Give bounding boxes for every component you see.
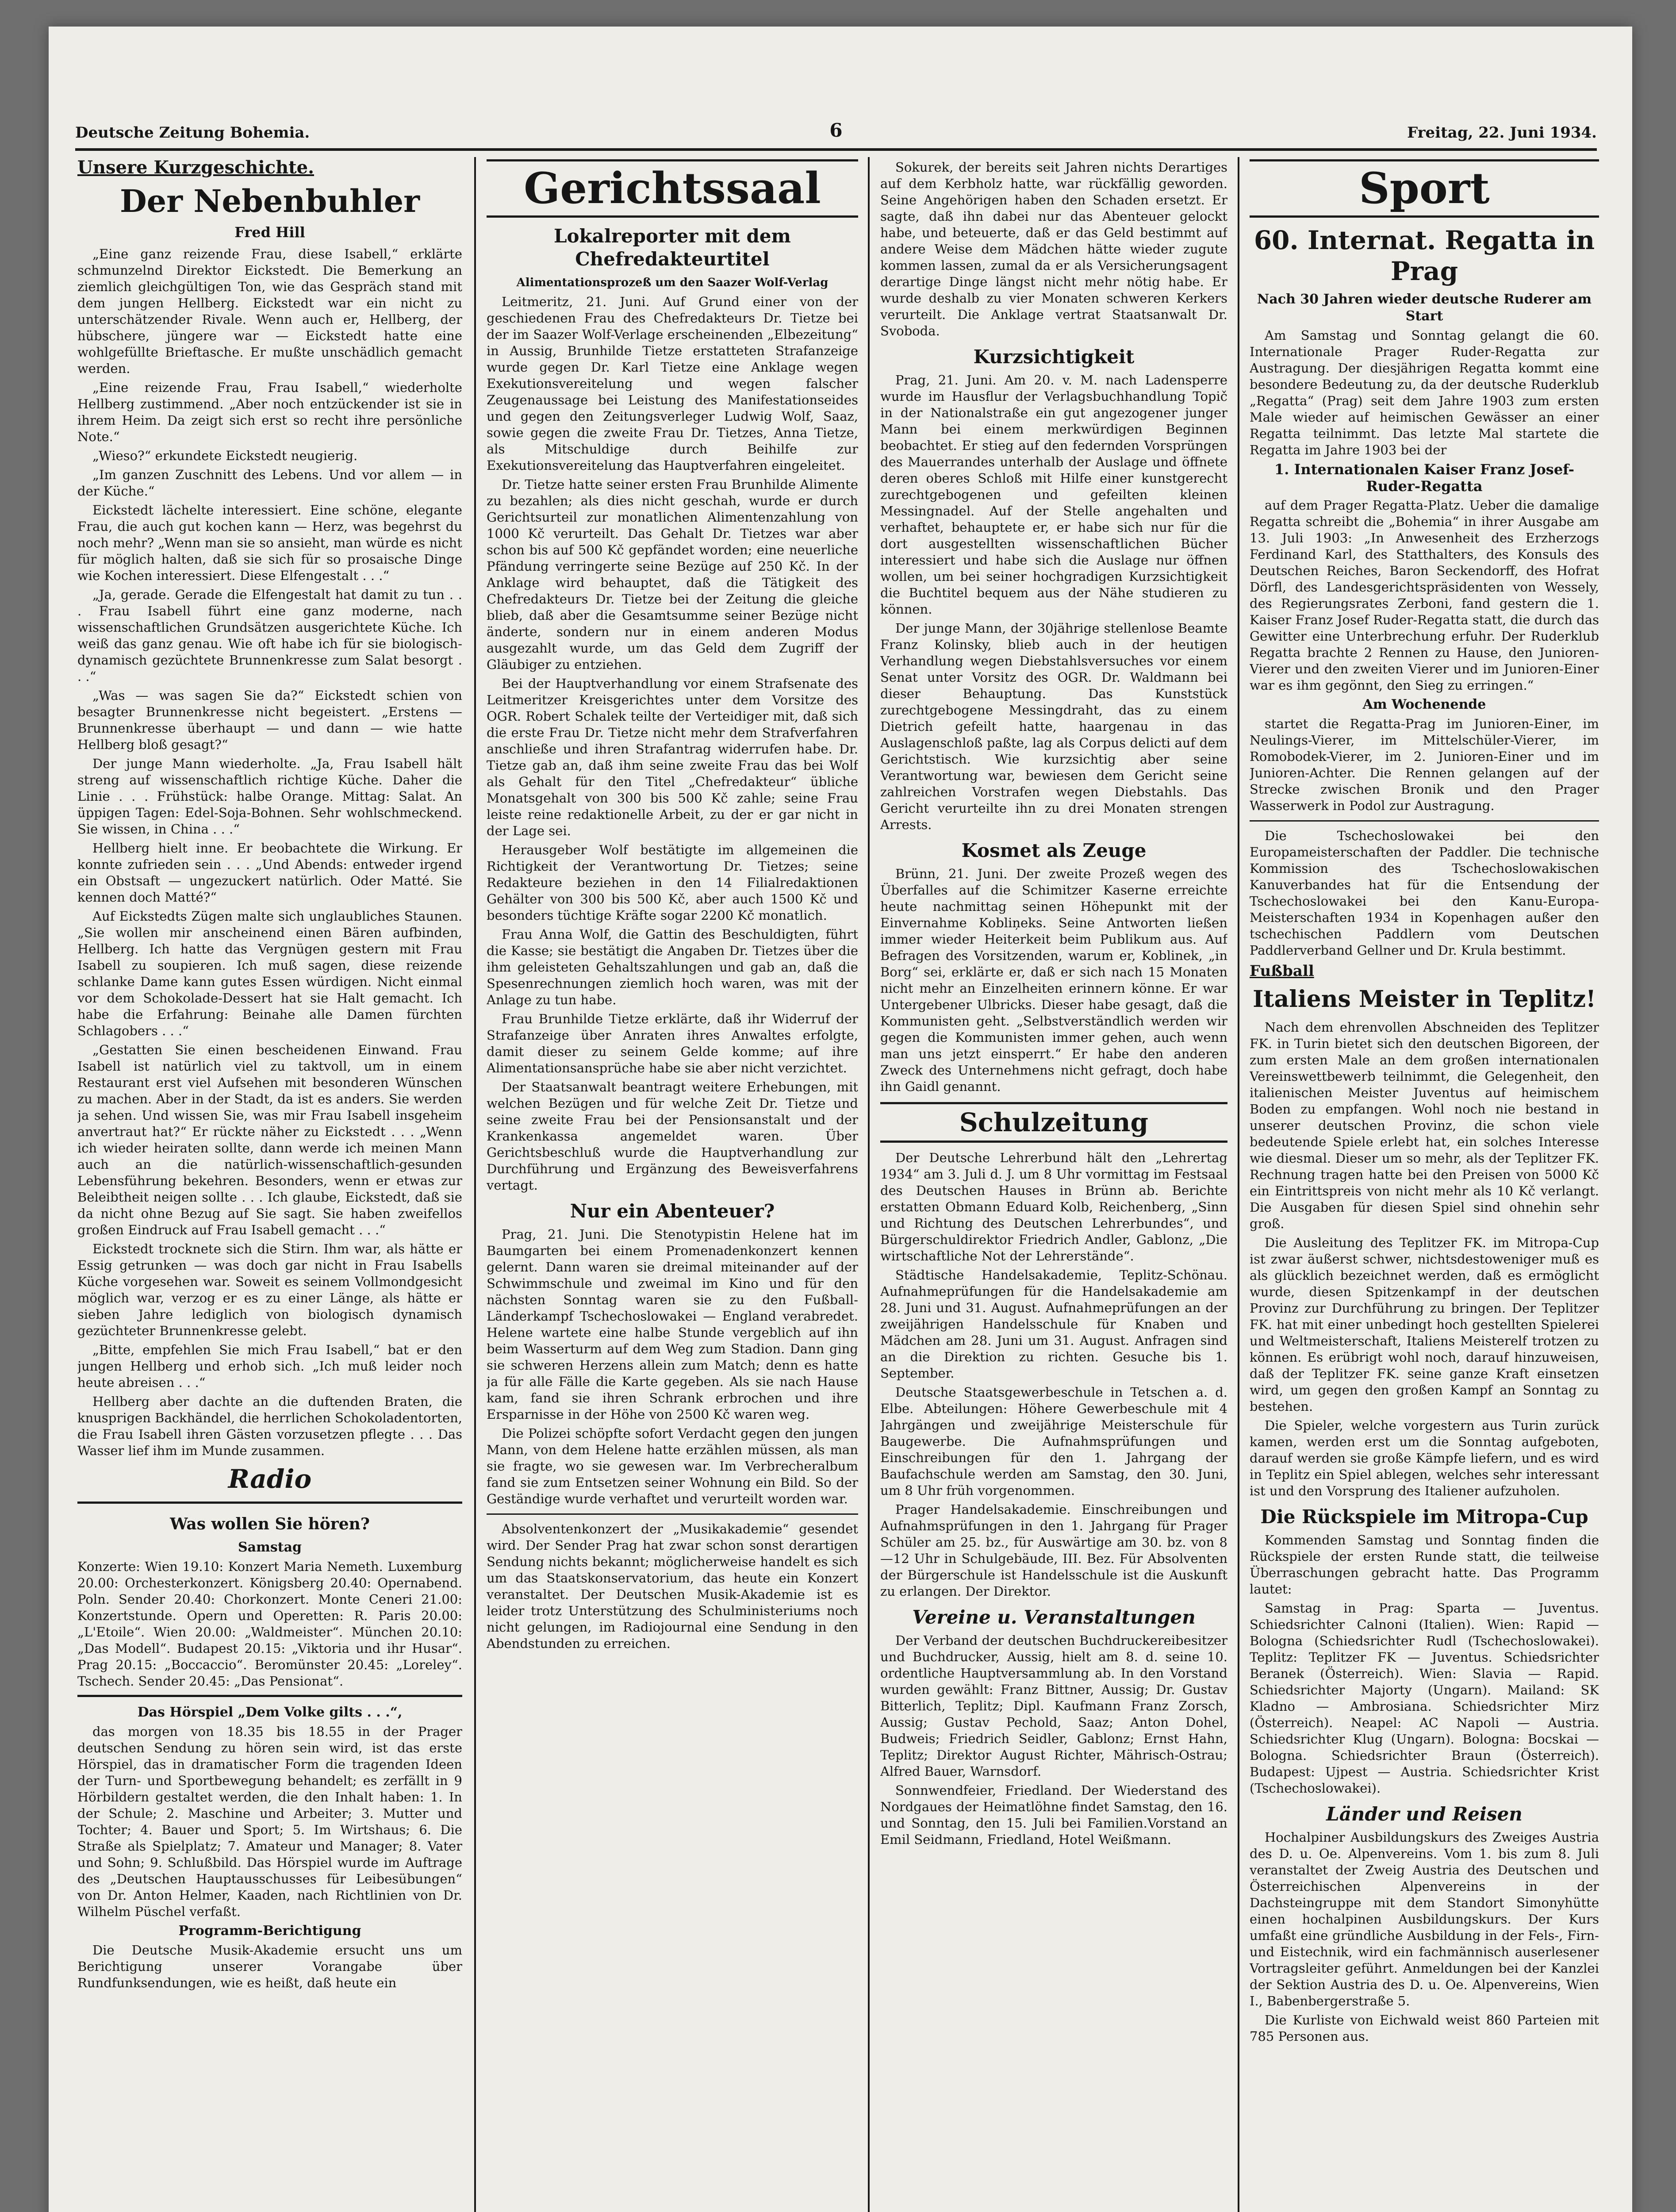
story-paragraph: Hellberg aber dachte an die duftenden Braten, die knusprigen Backhändel, die herrlichen Schokoladentorten, die Frau Isabell ihren Gästen vorzusetzen pflegte . . . Das Wasser lief ihm im Munde zusammen. [77,1394,462,1458]
article-paragraph: Samstag in Prag: Sparta — Juventus. Schiedsrichter Calnoni (Italien). Wien: Rapid — Bologna (Schiedsrichter Rudl (Tschechoslowakei). Teplitz: Teplitzer FK — Juventus. Schiedsrichter Beranek (Österreich). Wien: Slavia — Rapid. Schiedsrichter Majorty (Ungarn). Mailand: SK Kladno — Ambrosiana. Schiedsrichter Mirz (Österreich). Neapel: AC Napoli — Austria. Schiedsrichter Klug (Ungarn). Bologna: Bocskai — Bologna. Schiedsrichter Braun (Österreich). Budapest: Ujpest — Austria. Schiedsrichter Krist (Tschechoslowakei). [1250,1601,1599,1796]
article-paragraph: Die Kurliste von Eichwald weist 860 Parteien mit 785 Personen aus. [1250,2012,1599,2044]
events-heading: Vereine u. Veranstaltungen [912,1606,1196,1628]
article-paragraph: Leitmeritz, 21. Juni. Auf Grund einer von der geschiedenen Frau des Chefredakteurs Dr. Tietze bei der im Saazer Wolf-Verlage erscheinenden „Elbezeitung“ in Aussig, Brunhilde Tietze erstatteten Strafanzeige wurde gegen Dr. Karl Tietze eine Anklage wegen Exekutionsvereitelung und wegen falscher Zeugenaussage bei Leistung des Manifestationseides und gegen den Zeitungsverleger Ludwig Wolf, Saaz, sowie gegen die zweite Frau Dr. Tietzes, Anna Tietze, als Mitschuldige durch Beihilfe zur Exekutionsvereitelung das Hauptverfahren eingeleitet. [487,294,858,473]
radio-box-title: Was wollen Sie hören? [170,1515,370,1533]
column-rule-1 [474,157,476,2212]
story-author: Fred Hill [234,224,305,241]
radio-day: Samstag [238,1540,302,1555]
section-kicker: Unsere Kurzgeschichte. [77,159,314,178]
story-title: Der Nebenbuhler [119,183,420,219]
story-paragraph: „Im ganzen Zuschnitt des Lebens. Und vor allem — in der Küche.“ [77,467,462,499]
story-paragraph: „Eine ganz reizende Frau, diese Isabell,“ erklärte schmunzelnd Direktor Eickstedt. Die Bemerkung an ziemlich gleichgültigen Ton, wie das Gespräch stand mit dem jungen Hellberg. Eickstedt war ein nicht zu unterschätzender Rivale. Wenn auch er, Hellberg, der hübschere, jüngere war — Eickstedt hatte eine wohlgefüllte Brieftasche. Er mußte unschädlich gemacht werden. [77,246,462,376]
article-paragraph: Absolventenkonzert der „Musikakademie“ gesendet wird. Der Sender Prag hat zwar schon sonst derartigen Sendung nichts bekannt; möglicherweise handelt es sich um das Staatskonservatorium, das heute ein Konzert veranstaltet. Der Deutschen Musik-Akademie ist es leider trotz Unterstützung des Schulministeriums noch nicht gelungen, im Radiojournal eine Sendung in den Abendstunden zu erreichen. [487,1521,858,1651]
article-title-4: Länder und Reisen [1326,1803,1523,1825]
article-paragraph: Der Staatsanwalt beantragt weitere Erhebungen, mit welchen Bezügen und für welche Zeit Dr. Tietze und seine zweite Frau bei der Pensionsanstalt und der Krankenkassa angemeldet waren. Über Gerichtsbeschluß wurde die Hauptverhandlung zur Durchführung und Ergänzung des Beweisverfahrens vertagt. [487,1079,858,1193]
masthead [75,119,1597,146]
separator [1250,820,1599,822]
article-paragraph: Frau Anna Wolf, die Gattin des Beschuldigten, führt die Kasse; sie bestätigt die Angaben Dr. Tietzes über die ihm geleisteten Gehaltszahlungen und gab an, daß die Spesenrechnungen ziemlich hoch waren, was mit der Anlage zu tun habe. [487,927,858,1007]
story-paragraph: „Wieso?“ erkundete Eickstedt neugierig. [92,448,358,463]
column-court-continued [880,159,1227,2212]
story-paragraph: Eickstedt lächelte interessiert. Eine schöne, elegante Frau, die auch gut kochen kann — Herz, was begehrst du noch mehr? „Wenn man sie so ansieht, man würde es nicht für möglich halten, daß sie sich für so prosaische Dinge wie Kochen interessiert. Diese Elfengestalt . . .“ [77,503,462,583]
story-paragraph: Der junge Mann wiederholte. „Ja, Frau Isabell hält streng auf wissenschaftlich richtige Küche. Daher die Linie . . . Frühstück: halbe Orange. Mittag: Salat. An üppigen Tagen: Edel-Soja-Bohnen. Sehr wohlschmeckend. Sie wissen, in China . . .“ [77,756,462,837]
article-paragraph: Herausgeber Wolf bestätigte im allgemeinen die Richtigkeit der Verantwortung Dr. Tietzes; seine Redakteure beziehen in den 14 Filialredaktionen Gehälter von 300 bis 500 Kč, aber auch 1500 Kč und besonders tüchtige Kräfte sogar 2200 Kč monatlich. [487,842,858,923]
story-paragraph: „Gestatten Sie einen bescheidenen Einwand. Frau Isabell ist natürlich viel zu taktvoll, um in einem Restaurant erst viel Aufsehen mit besonderen Wünschen zu machen. Aber in der Stadt, da ist es anders. Sie werden ja sehen. Und wissen Sie, was mir Frau Isabell insgeheim anvertraut hat?“ Er rückte näher zu Eickstedt . . . „Wenn ich wieder heiraten sollte, dann werde ich meinen Mann auch an die natürlich-wissenschaftlich-gesunden Lebensführung bekehren. Besonders, wenn er etwas zur Beleibtheit neigen sollte . . . Ich glaube, Eickstedt, daß sie da nicht ohne Bezug auf Sie sagt. Sie haben zweifellos großen Eindruck auf Frau Isabell gemacht . . .“ [77,1042,462,1237]
column-rule-2 [868,157,870,2212]
story-paragraph: „Ja, gerade. Gerade die Elfengestalt hat damit zu tun . . . Frau Isabell führt eine ganz moderne, nach wissenschaftlichen Grundsätzen ausgerichtete Küche. Ich weiß das ganz genau. Wie oft habe ich für sie biologisch-dynamisch gezüchtete Brunnenkresse zum Salat besorgt . . .“ [77,587,462,684]
school-paragraph: Der Deutsche Lehrerbund hält den „Lehrertag 1934“ am 3. Juli d. J. um 8 Uhr vormittag im Festsaal des Deutschen Hauses in Brünn ab. Berichte erstatten Obmann Eduard Kolb, Reichenberg, „Sinn und Richtung des Deutschen Lehrerbundes“, und Bürgerschuldirektor Friedrich Andler, Gablonz, „Die wirtschaftliche Not der Lehrerstände“. [880,1150,1227,1263]
events-paragraph: Der Verband der deutschen Buchdruckereibesitzer und Buchdrucker, Aussig, hielt am 8. d. seine 10. ordentliche Hauptversammlung ab. In den Vorstand wurden gewählt: Franz Bittner, Aussig; Dr. Gustav Bitterlich, Teplitz; Dipl. Kaufmann Franz Zorsch, Aussig; Gustav Pechold, Saaz; Anton Dohel, Budweis; Friedrich Seidler, Gablonz; Ernst Hahn, Teplitz; Direktor August Richter, Mährisch-Ostrau; Alfred Bauer, Warnsdorf. [880,1633,1227,1779]
article-paragraph: auf dem Prager Regatta-Platz. Ueber die damalige Regatta schreibt die „Bohemia“ in ihrer Ausgabe am 13. Juli 1903: „In Anwesenheit des Erzherzogs Ferdinand Karl, des Statthalters, des Konsuls des Deutschen Reiches, Baron Seckendorff, des Hofrat Dörfl, des Landesgerichtspräsidenten von Wessely, des Regierungsrates Zerboni, fand gestern die 1. Kaiser Franz Josef Ruder-Regatta statt, die durch das Gewitter eine Unterbrechung erfuhr. Der Ruderklub Regatta brachte 2 Rennen zu Hause, den Junioren-Vierer und den zweiten Vierer und im Junioren-Einer war es ihm gegönnt, den Sieg zu erringen.“ [1250,498,1599,693]
radio-paragraph-2: Die Deutsche Musik-Akademie ersucht uns um Berichtigung unserer Vorangabe über Rundfunksendungen, wie es heißt, daß heute ein [77,1943,462,1990]
article-paragraph: Kommenden Samstag und Sonntag finden die Rückspiele der ersten Runde statt, die teilweise Überraschungen gebracht hatte. Das Programm lautet: [1250,1532,1599,1597]
column-sport [1250,159,1599,2212]
masthead-rule [75,148,1597,151]
radio-heading: Radio [228,1464,312,1494]
section-box-sport [1250,159,1599,218]
article-paragraph: startet die Regatta-Prag im Junioren-Einer, im Neulings-Vierer, im Mittelschüler-Vierer, im Romobodek-Vierer, im 2. Junioren-Einer und im Junioren-Achter. Die Rennen gelangen auf der Strecke zwischen Bronik und den Prager Wasserwerk in Podol zur Austragung. [1250,716,1599,813]
column-rule-3 [1238,157,1239,2212]
paper-name: Deutsche Zeitung Bohemia. [75,124,310,142]
article-paragraph: Dr. Tietze hatte seiner ersten Frau Brunhilde Alimente zu bezahlen; als dies nicht geschah, wurde er durch Gerichtsurteil zur monatlichen Alimentenzahlung von 1000 Kč verurteilt. Das Gehalt Dr. Tietzes war aber schon bis auf 500 Kč gepfändet worden; eine neuerliche Pfändung verringerte seine Bezüge auf 250 Kč. In der Anklage wird behauptet, daß die Tätigkeit des Chefredakteurs Dr. Tietze bei der Zeitung die gleiche blieb, daß aber die Gesamtsumme seiner Bezüge nicht änderte, sondern nur in einem anderen Modus ausgezahlt wurde, um das Geld dem Zugriff der Gläubiger zu entziehen. [487,477,858,672]
article-title-3: Die Rückspiele im Mitropa-Cup [1260,1506,1588,1528]
article-title: 60. Internat. Regatta in Prag [1254,225,1595,286]
radio-paragraph: das morgen von 18.35 bis 18.55 in der Prager deutschen Sendung zu hören sein wird, ist das erste Hörspiel, das in dramatischer Form die tragenden Ideen der Turn- und Sportbewegung behandelt; es zerfällt in 9 Hörbildern gestaltet werden, die den Inhalt haben: 1. In der Schule; 2. Maschine und Arbeiter; 3. Mutter und Tochter; 4. Bauer und Sport; 5. Im Wirtshaus; 6. Die Straße als Spielplatz; 7. Amateur und Manager; 8. Vater und Sohn; 9. Schlußbild. Das Hörspiel wurde im Auftrage des „Deutschen Hauptausschusses für Leibesübungen“ von Dr. Anton Helmer, Kaaden, nach Richtlinien von Dr. Wilhelm Püschel verfaßt. [77,1724,462,1919]
radio-subheading-2: Programm-Berichtigung [178,1923,361,1939]
school-paragraph: Prager Handelsakademie. Einschreibungen und Aufnahmsprüfungen in den 1. Jahrgang für Prager Schüler am 25. bz., für Auswärtige am 30. bz. von 8—12 Uhr in Schulgebäude, III. Bez. Für Absolventen der Bürgerschule ist Handelsschule ist die Auskunft zu erlangen. Der Direktor. [880,1502,1227,1599]
school-paragraph: Städtische Handelsakademie, Teplitz-Schönau. Aufnahmeprüfungen für die Handelsakademie am 28. Juni und 31. August. Aufnahmeprüfungen an der zweijährigen Handelsschule für Knaben und Mädchen am 28. Juni um 31. August. Anfragen sind an die Direktion zu richten. Gesuche bis 1. September. [880,1267,1227,1381]
article-title-2: Italiens Meister in Teplitz! [1253,986,1596,1013]
events-paragraph: Sonnwendfeier, Friedland. Der Wiederstand des Nordgaues der Heimatlöhne findet Samstag, den 16. und Sonntag, den 15. Juli bei Familien.Vorstand an Emil Seidmann, Friedland, Hotel Weißmann. [880,1783,1227,1847]
issue-date: Freitag, 22. Juni 1934. [1407,124,1597,142]
story-paragraph: „Bitte, empfehlen Sie mich Frau Isabell,“ bat er den jungen Hellberg und erhob sich. „Ich muß leider noch heute abreisen . . .“ [77,1342,462,1390]
article-paragraph: Die Spieler, welche vorgestern aus Turin zurück kamen, werden erst um die Sonntag aufgeboten, darauf werden sie große Kämpfe liefern, und es wird in Teplitz ein Spiel ablegen, welches sehr interessant ist und den Vorsprung des Italiener aufzuholen. [1250,1418,1599,1498]
separator [487,1513,858,1515]
article-paragraph: Die Ausleitung des Teplitzer FK. im Mitropa-Cup ist zwar äußerst schwer, nichtsdestoweniger muß es als glücklich bezeichnet werden, daß es ermöglicht wurde, diesen Spitzenkampf in der deutschen Provinz zur Durchführung zu bringen. Der Teplitzer FK. hat mit einer unbedingt hoch gestellten Spielerei und Weltmeisterschaft, Italiens Meisterelf trotzen zu können. Es erübrigt wohl noch, darauf hinzuweisen, daß der Teplitzer FK. seine ganze Kraft einsetzen wird, um gegen den großen Kampf an Sonntag zu bestehen. [1250,1235,1599,1414]
section-box [487,159,858,218]
radio-subheading: Das Hörspiel „Dem Volke gilts . . .“, [137,1705,403,1720]
article-paragraph: Der junge Mann, der 30jährige stellenlose Beamte Franz Kolinsky, blieb auch in der heutigen Verhandlung wegen Diebstahlsversuches vor einem Senat unter Vorsitz des OGR. Dr. Waldmann bei dieser Behauptung. Das Kunststück zurechtgebogene Messingdraht, das zu einem Dietrich gefeilt hatte, haargenau in das Auslagenschloß paßte, lag als Corpus delicti auf dem Gerichtstisch. Wie kurzsichtig aber seine Verantwortung war, bewiesen dem Gericht seine zahlreichen Vorstrafen wegen Diebstahls. Das Gericht verurteilte ihn zu drei Monaten strengen Arrests. [880,621,1227,832]
story-paragraph: Auf Eickstedts Zügen malte sich unglaubliches Staunen. „Sie wollen mir anscheinend einen Bären aufbinden, Hellberg. Ich hatte das Vergnügen gestern mit Frau Isabell zu soupieren. Ich muß sagen, diese reizende schlanke Dame kann gutes Essen würdigen. Nicht einmal vor dem Schokolade-Dessert hat sie Halt gemacht. Ich habe die Erfahrung: Beinahe alle Damen fürchten Schlagobers . . .“ [77,909,462,1038]
article-title: Kurzsichtigkeit [973,346,1135,368]
story-paragraph: „Was — was sagen Sie da?“ Eickstedt schien von besagter Brunnenkresse nicht begeistert. „Erstens — Brunnenkresse überhaupt — und dann — wie hatte Hellberg bloß gesagt?“ [77,688,462,752]
article-title-2: Kosmet als Zeuge [961,840,1147,861]
section-title: Gerichtssaal [524,163,821,213]
article-paragraph: Die Tschechoslowakei bei den Europameisterschaften der Paddler. Die technische Kommission des Tschechoslowakischen Kanuverbandes hat für die Entsendung der Tschechoslowakei bei den Kanu-Europa-Meisterschaften 1934 in Kopenhagen außer den tschechischen Paddlern vom Deutschen Paddlerverband Gellner und Dr. Krula bestimmt. [1250,828,1599,958]
article-paragraph: Hochalpiner Ausbildungskurs des Zweiges Austria des D. u. Oe. Alpenvereins. Vom 1. bis zum 8. Juli veranstaltet der Zweig Austria des Deutschen und Österreichischen Alpenvereins in der Dachsteingruppe mit dem Standort Simonyhütte einen hochalpinen Ausbildungskurs. Der Kurs umfaßt eine gründliche Ausbildung in der Fels-, Firn- und Eistechnik, wird ein fachmännisch auserlesener Vortragsleiter geführt. Anmeldungen bei der Kanzlei der Sektion Austria des D. u. Oe. Alpenvereins, Wien I., Babenbergerstraße 5. [1250,1830,1599,2008]
soccer-kicker: Fußball [1250,962,1314,980]
article-paragraph: Bei der Hauptverhandlung vor einem Strafsenate des Leitmeritzer Kreisgerichtes unter dem Vorsitze des OGR. Robert Schalek teilte der Verteidiger mit, daß sich die erste Frau Dr. Tietze nicht mehr dem Strafverfahren anschließe und ihren Strafantrag widerrufen habe. Dr. Tietze gab an, daß ihm seine zweite Frau das bei Wolf als Gehalt für den Titel „Chefredakteur“ übliche Monatsgehalt von 300 bis 500 Kč zahle; seine Frau leiste reine redaktionelle Arbeit, zu der er gar nicht in der Lage sei. [487,676,858,838]
article-paragraph: Prag, 21. Juni. Am 20. v. M. nach Ladensperre wurde im Hausflur der Verlagsbuchhandlung Topič in der Nationalstraße ein gut angezogener junger Mann bei einem merkwürdigen Beginnen beobachtet. Er stieg auf den federnden Vorsprüngen des Mauerrandes unterhalb der Auslage und öffnete deren oberes Schloß mit Hilfe einer kunstgerecht zurechtgebogenen und gefeilten kleinen Messingnadel. Auf der Stelle angehalten und verhaftet, behauptete er, er habe sich nur für die dort ausgestellten wissenschaftlichen Bücher interessiert und habe sich die Auslage nur öffnen wollen, um bei seiner hochgradigen Kurzsichtigkeit die Buchtitel bequem aus der Nähe studieren zu können. [880,373,1227,617]
section-title-sport: Sport [1359,163,1490,213]
article-paragraph: Am Samstag und Sonntag gelangt die 60. Internationale Prager Ruder-Regatta zur Austragung. Der diesjährigen Regatta kommt eine besondere Bedeutung zu, da der deutsche Ruderklub „Regatta“ (Prag) seit dem Jahre 1903 zum ersten Male wieder auf heimischen Gewässer an einer Regatta teilnimmt. Das letzte Mal startete die Regatta im Jahre 1903 bei der [1250,328,1599,457]
column-short-story [77,159,462,2212]
article-paragraph: Nach dem ehrenvollen Abschneiden des Teplitzer FK. in Turin bietet sich den deutschen Bigoreen, der zum ersten Male an dem großen internationalen Vereinswettbewerb teilnimmt, die Gelegenheit, den italienischen Meister Juventus auf heimischem Boden zu empfangen. Wohl noch nie bestand in unserer deutschen Provinz, die schon viele bedeutende Spiele erlebt hat, ein solches Interesse wie diesmal. Dieser um so mehr, als der Teplitzer FK. Rechnung tragen hatte bei den Preisen von 5000 Kč ein Eintrittspreis von nicht mehr als 10 Kč verlangt. Die Ausgaben für diesen Spiel sind ohnehin sehr groß. [1250,1020,1599,1231]
article-subheading: 1. Internationalen Kaiser Franz Josef-Ruder-Regatta [1274,461,1575,495]
article-subheading-2: Am Wochenende [1362,697,1486,712]
story-paragraph: Hellberg hielt inne. Er beobachtete die Wirkung. Er konnte zufrieden sein . . . „Und Abends: entweder irgend ein Obstsaft — ungezuckert natürlich. Oder Matté. Sie kennen doch Matté?“ [77,841,462,905]
page-number: 6 [829,119,843,141]
article-subtitle: Alimentationsprozeß um den Saazer Wolf-Verlag [516,276,828,289]
radio-listing: Konzerte: Wien 19.10: Konzert Maria Nemeth. Luxemburg 20.00: Orchesterkonzert. Königsberg 20.40: Opernabend. Poln. Sender 20.40: Chorkonzert. Monte Ceneri 21.00: Konzertstunde. Opern und Operetten: R. Paris 20.00: „L'Etoile“. Wien 20.00: „Waldmeister“. München 20.10: „Das Modell“. Budapest 20.15: „Viktoria und ihr Husar“. Prag 20.15: „Boccaccio“. Beromünster 20.45: „Loreley“. Tschech. Sender 20.45: „Das Pensionat“. [77,1559,462,1689]
article-paragraph: Brünn, 21. Juni. Der zweite Prozeß wegen des Überfalles auf die Schimitzer Kaserne erreichte heute nachmittag seinen Höhepunkt mit der Einvernahme Kobliņeks. Seine Antworten ließen immer wieder Heiterkeit beim Publikum aus. Auf Befragen des Vorsitzenden, warum er, Koblinek, „in Borg“ sei, erklärte er, daß er sich nach 15 Monaten nicht mehr an Einzelheiten erinnern könne. Er war Untergebener Ulbricks. Dieser habe gesagt, daß die Kommunisten geht. „Selbstverständlich werden wir gegen die Kommunisten immer gehen, auch wenn man uns jetzt einsperrt.“ Er habe den anderen Zweck des Unternehmens nicht gefragt, doch habe ihn Gaidl genannt. [880,866,1227,1094]
article-paragraph: Frau Brunhilde Tietze erklärte, daß ihr Widerruf der Strafanzeige über Anraten ihres Anwaltes erfolgte, damit dieser zu seinem Gelde komme; auf ihre Alimentationsansprüche habe sie aber nicht verzichtet. [487,1011,858,1075]
radio-box [77,1502,462,1697]
article-title-2: Nur ein Abenteuer? [570,1200,775,1222]
article-title: Lokalreporter mit dem Chefredakteurtitel [554,225,791,270]
article-subtitle: Nach 30 Jahren wieder deutsche Ruderer am Start [1257,292,1592,324]
article-paragraph: Prag, 21. Juni. Die Stenotypistin Helene hat im Baumgarten bei einem Promenadenkonzert kennen gelernt. Dann waren sie dreimal miteinander auf der Schwimmschule und zweimal im Kino und für den nächsten Sonntag waren sie zu den Fußball-Länderkampf Tschechoslowakei — England verabredet. Helene wartete eine halbe Stunde vergeblich auf ihn beim Wasserturm auf dem Weg zum Stadion. Dann ging sie schweren Herzens allein zum Match; denn es hatte ja für alle Fälle die Karte gegeben. Als sie nach Hause kam, fand sie ihren Schrank erbrochen und ihre Ersparnisse in der Höhe von 2500 Kč waren weg. [487,1227,858,1422]
article-paragraph: Die Polizei schöpfte sofort Verdacht gegen den jungen Mann, von dem Helene hatte erzählen müssen, als man sie fragte, wo sie gewesen war. Im Verbrecheralbum fand sie zum Entsetzen seiner Wohnung ein Bild. So der Geständige wurde verhaftet und verurteilt worden war. [487,1426,858,1506]
section-box-school [880,1102,1227,1143]
article-paragraph: Sokurek, der bereits seit Jahren nichts Derartiges auf dem Kerbholz hatte, war rückfällig geworden. Seine Angehörigen haben den Schaden ersetzt. Er sagte, daß ihn dabei nur das Abenteuer gelockt habe, und beteuerte, daß er das Geld bestimmt auf andere Weise dem Mädchen hätte wieder zugute kommen lassen, zumal da er als Versicherungsagent derartige Dinge längst nicht mehr nötig habe. Er wurde deshalb zu vier Monaten schweren Kerkers verurteilt. Die Anklage vertrat Staatsanwalt Dr. Svoboda. [880,160,1227,338]
story-paragraph: „Eine reizende Frau, Frau Isabell,“ wiederholte Hellberg zustimmend. „Aber noch entzückender ist sie in ihrem Heim. Da zeigt sich erst so recht ihre persönliche Note.“ [77,380,462,444]
story-paragraph: Eickstedt trocknete sich die Stirn. Ihm war, als hätte er Essig getrunken — was doch gar nicht in Frau Isabells Küche vorgesehen war. Soweit es seinem Vollmondgesicht möglich war, verzog er es zu einer Länge, als hätte er sieben Jahre lediglich von biologisch dynamisch gezüchteter Brunnenkresse gelebt. [77,1241,462,1338]
school-paragraph: Deutsche Staatsgewerbeschule in Tetschen a. d. Elbe. Abteilungen: Höhere Gewerbeschule mit 4 Jahrgängen und zweijährige Meisterschule für Baugewerbe. Die Aufnahmsprüfungen und Einschreibungen für den 1. Jahrgang der Baufachschule werden am Samstag, den 30. Juni, um 8 Uhr früh vorgenommen. [880,1385,1227,1498]
section-title-school: Schulzeitung [959,1107,1149,1137]
column-court [487,159,858,2212]
